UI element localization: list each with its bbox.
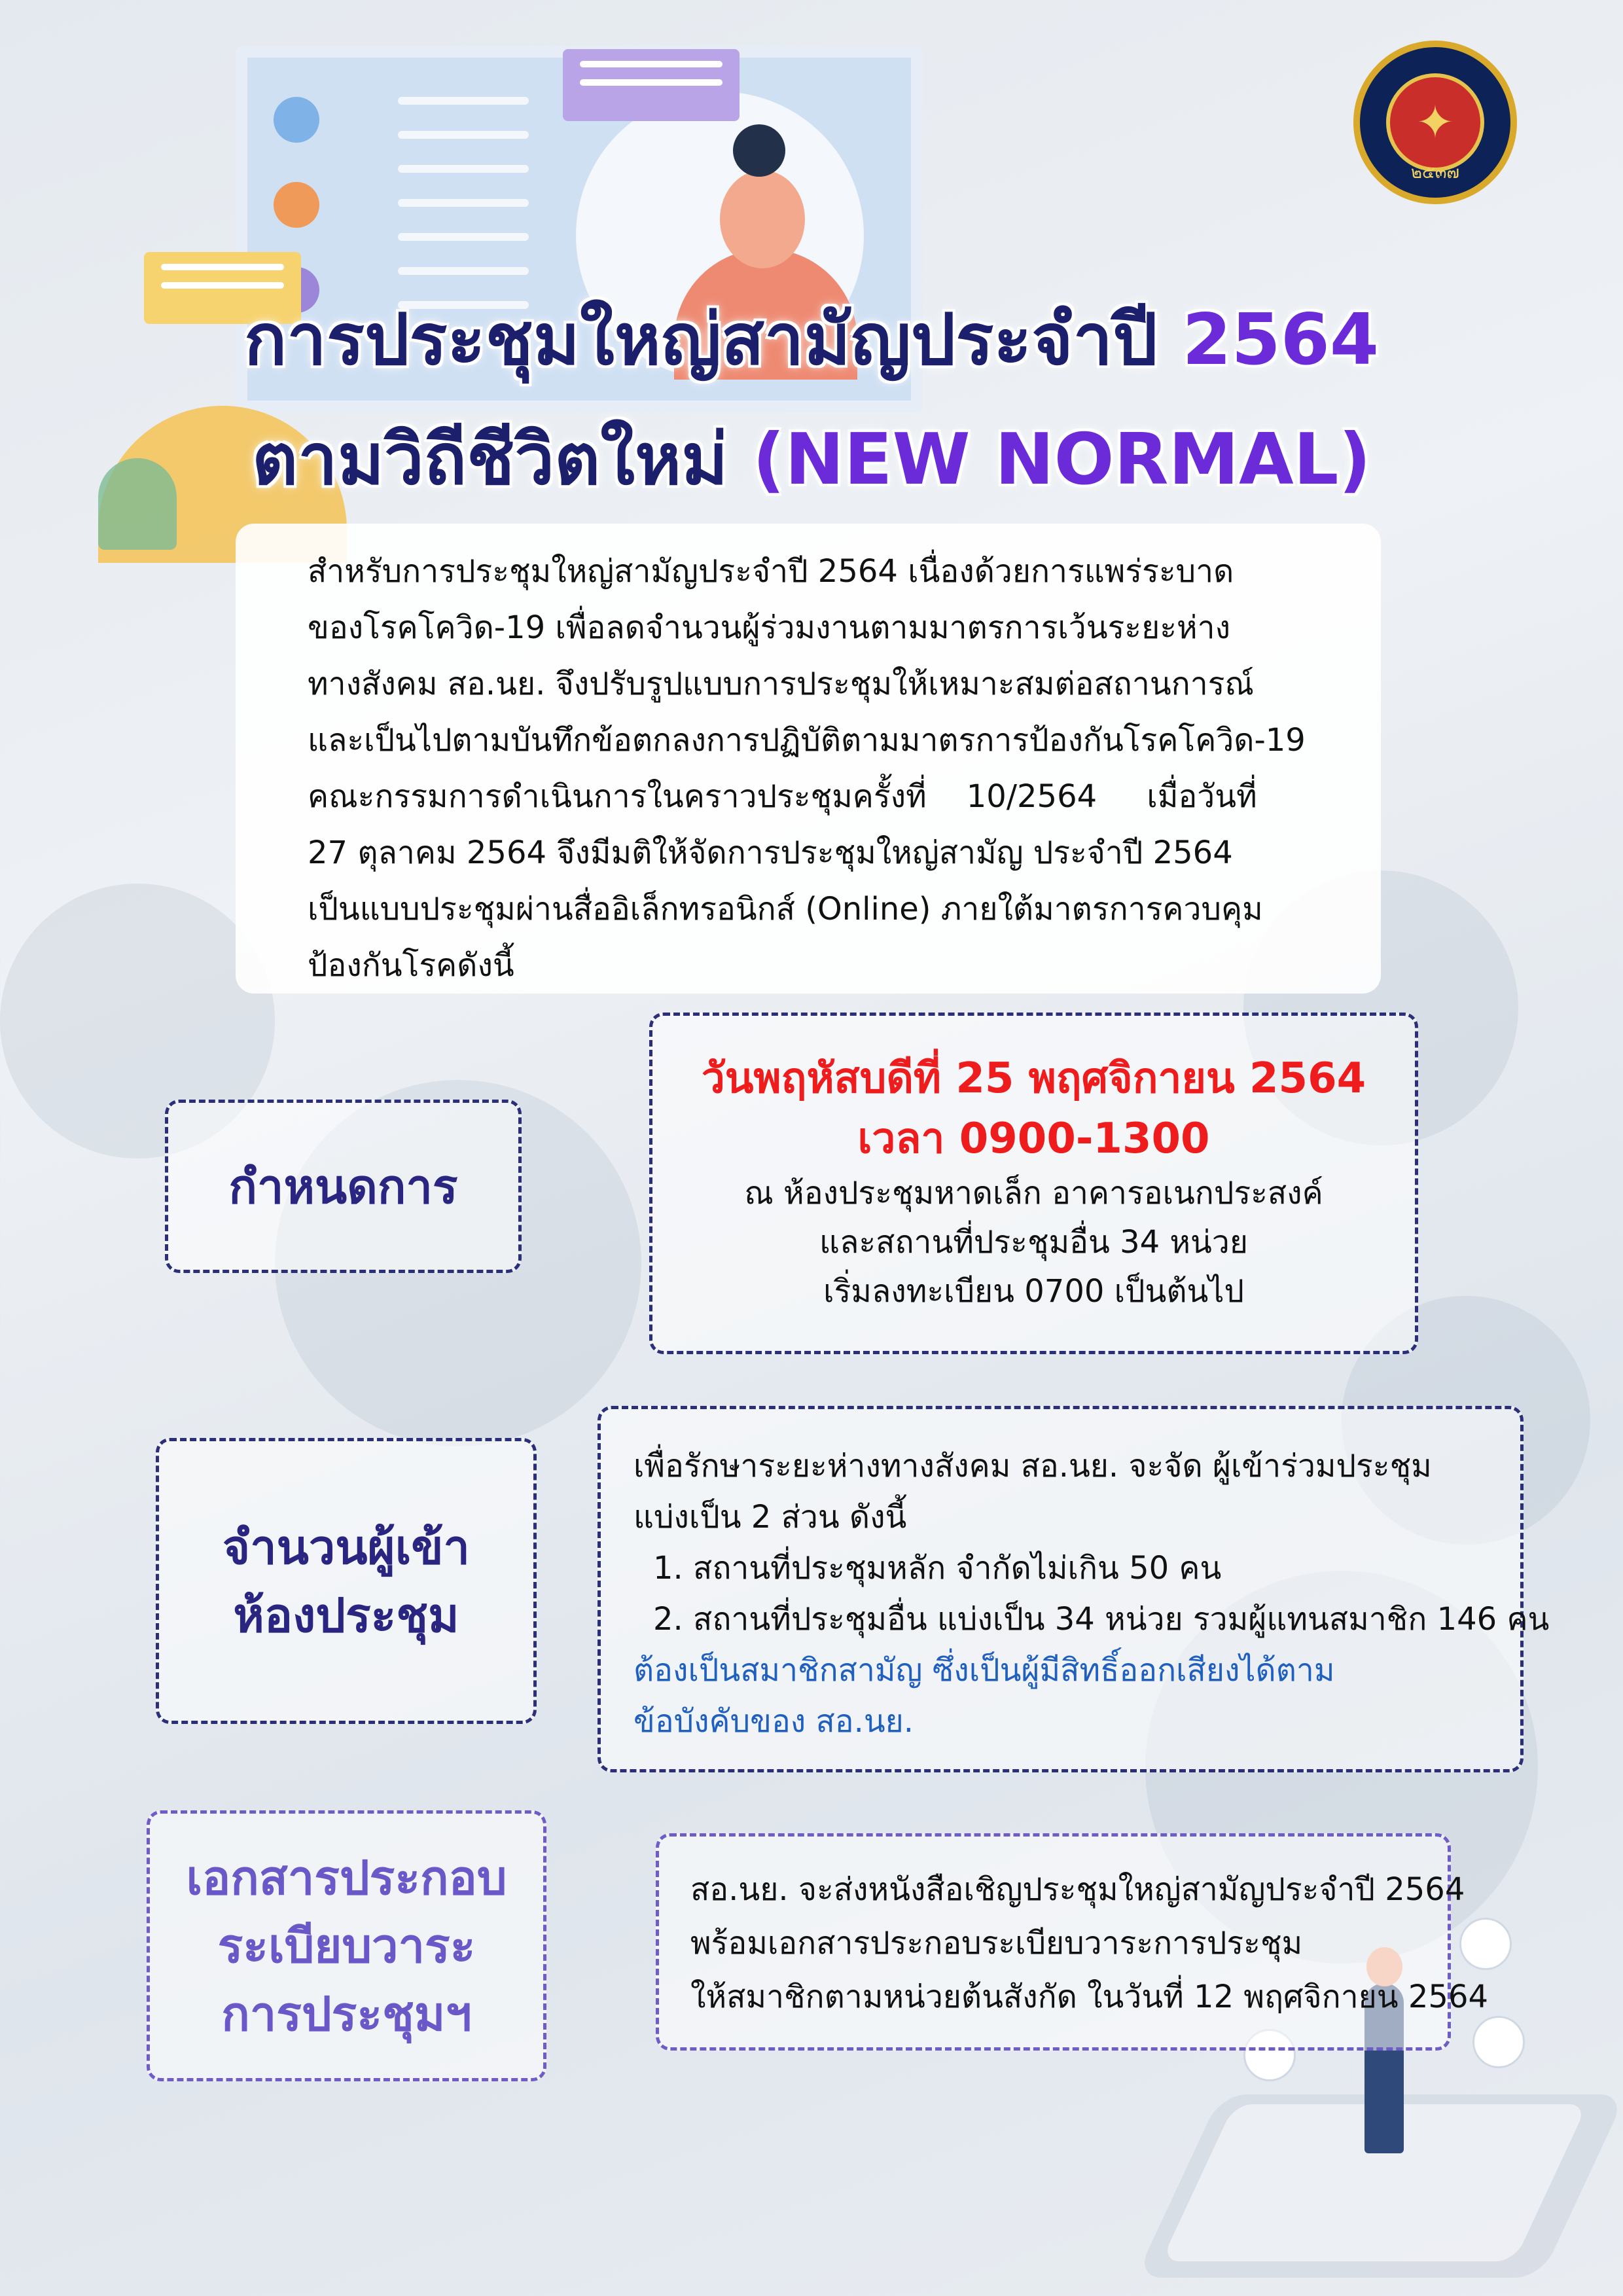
meeting-place-line-2: และสถานที่ประชุมอื่น 34 หน่วย [819,1224,1248,1261]
schedule-label-text: กำหนดการ [228,1158,458,1214]
attendance-label-box [156,1438,537,1724]
attendance-note: ต้องเป็นสมาชิกสามัญ ซึ่งเป็นผู้มีสิทธิ์ออกเสียงได้ตาม [633,1652,1335,1689]
chat-bubble-icon [563,49,740,121]
intro-line: ทางสังคม สอ.นย. จึงปรับรูปแบบการประชุมให้เหมาะสมต่อสถานการณ์ [308,666,1254,702]
marine-corps-emblem-icon: ✦ [1386,73,1484,171]
intro-line: เป็นแบบประชุมผ่านสื่ออิเล็กทรอนิกส์ (Online) ภายใต้มาตรการควบคุม [308,891,1263,927]
attendance-line: แบ่งเป็น 2 ส่วน ดังนี้ [633,1499,907,1535]
intro-card [236,524,1381,994]
documents-label-line-2: ระเบียบวาระ [217,1918,476,1973]
intro-line: คณะกรรมการดำเนินการในคราวประชุมครั้งที่ 10/2564 เมื่อวันที่ [308,778,1257,815]
attendance-line: เพื่อรักษาระยะห่างทางสังคม สอ.นย. จะจัด ผู้เข้าร่วมประชุม [633,1448,1432,1484]
meeting-place-line-1: ณ ห้องประชุมหาดเล็ก อาคารอเนกประสงค์ [744,1175,1323,1211]
attendance-label-line-2: ห้องประชุม [233,1587,459,1643]
avatar [1472,2016,1525,2068]
intro-line: ป้องกันโรคดังนี้ [308,947,514,984]
cooperative-logo [1353,41,1517,204]
intro-line: และเป็นไปตามบันทึกข้อตกลงการปฏิบัติตามมาตรการป้องกันโรคโควิด-19 [308,722,1306,759]
documents-label [150,1814,543,2078]
avatar [1459,1918,1512,1970]
documents-details-box [656,1833,1489,2051]
title-main-text: การประชุมใหญ่สามัญประจำปี [243,299,1183,381]
avatar [274,182,319,228]
avatar [274,97,319,143]
woman-head-illustration [720,170,805,268]
schedule-details-box [649,1013,1418,1354]
meeting-date: วันพฤหัสบดีที่ 25 พฤศจิกายน 2564 [701,1054,1366,1103]
attendance-note: ข้อบังคับของ สอ.นย. [633,1703,914,1740]
documents-label-box [147,1810,546,2081]
logo-year-text: ๒๕๓๗ [1410,163,1460,183]
documents-line: พร้อมเอกสารประกอบระเบียบวาระการประชุม [690,1925,1303,1962]
documents-line: ให้สมาชิกตามหน่วยต้นสังกัด ในวันที่ 12 พฤศจิกายน 2564 [690,1979,1489,2015]
attendance-label-line-1: จำนวนผู้เข้า [223,1519,470,1575]
intro-line: ของโรคโควิด-19 เพื่อลดจำนวนผู้ร่วมงานตามมาตรการเว้นระยะห่าง [308,609,1231,646]
registration-time: เริ่มลงทะเบียน 0700 เป็นต้นไป [823,1273,1244,1310]
attendance-list-item: 1. สถานที่ประชุมหลัก จำกัดไม่เกิน 50 คน [653,1550,1222,1587]
meeting-time: เวลา 0900-1300 [857,1115,1210,1163]
intro-line: สำหรับการประชุมใหญ่สามัญประจำปี 2564 เนื่องด้วยการแพร่ระบาด [308,553,1234,590]
title-subtitle-text: ตามวิถีชีวิตใหม่ [252,419,753,501]
attendance-details-box [597,1406,1550,1772]
intro-line: 27 ตุลาคม 2564 จึงมีมติให้จัดการประชุมใหญ่สามัญ ประจำปี 2564 [308,834,1233,871]
documents-line: สอ.นย. จะส่งหนังสือเชิญประชุมใหญ่สามัญประจำปี 2564 [690,1871,1465,1908]
woman-hair-illustration [733,124,785,177]
page-title-line-2 [0,403,1623,515]
title-new-normal-text: (NEW NORMAL) [752,419,1371,501]
attendance-label [159,1441,533,1721]
documents-label-line-3: การประชุมฯ [221,1986,472,2041]
page-title-line-1 [0,283,1623,395]
schedule-label-box [165,1100,522,1273]
title-year-text: 2564 [1182,299,1380,381]
documents-label-line-1: เอกสารประกอบ [186,1850,507,1905]
attendance-list-item: 2. สถานที่ประชุมอื่น แบ่งเป็น 34 หน่วย รวมผู้แทนสมาชิก 146 คน [653,1601,1550,1638]
schedule-label [168,1103,518,1270]
